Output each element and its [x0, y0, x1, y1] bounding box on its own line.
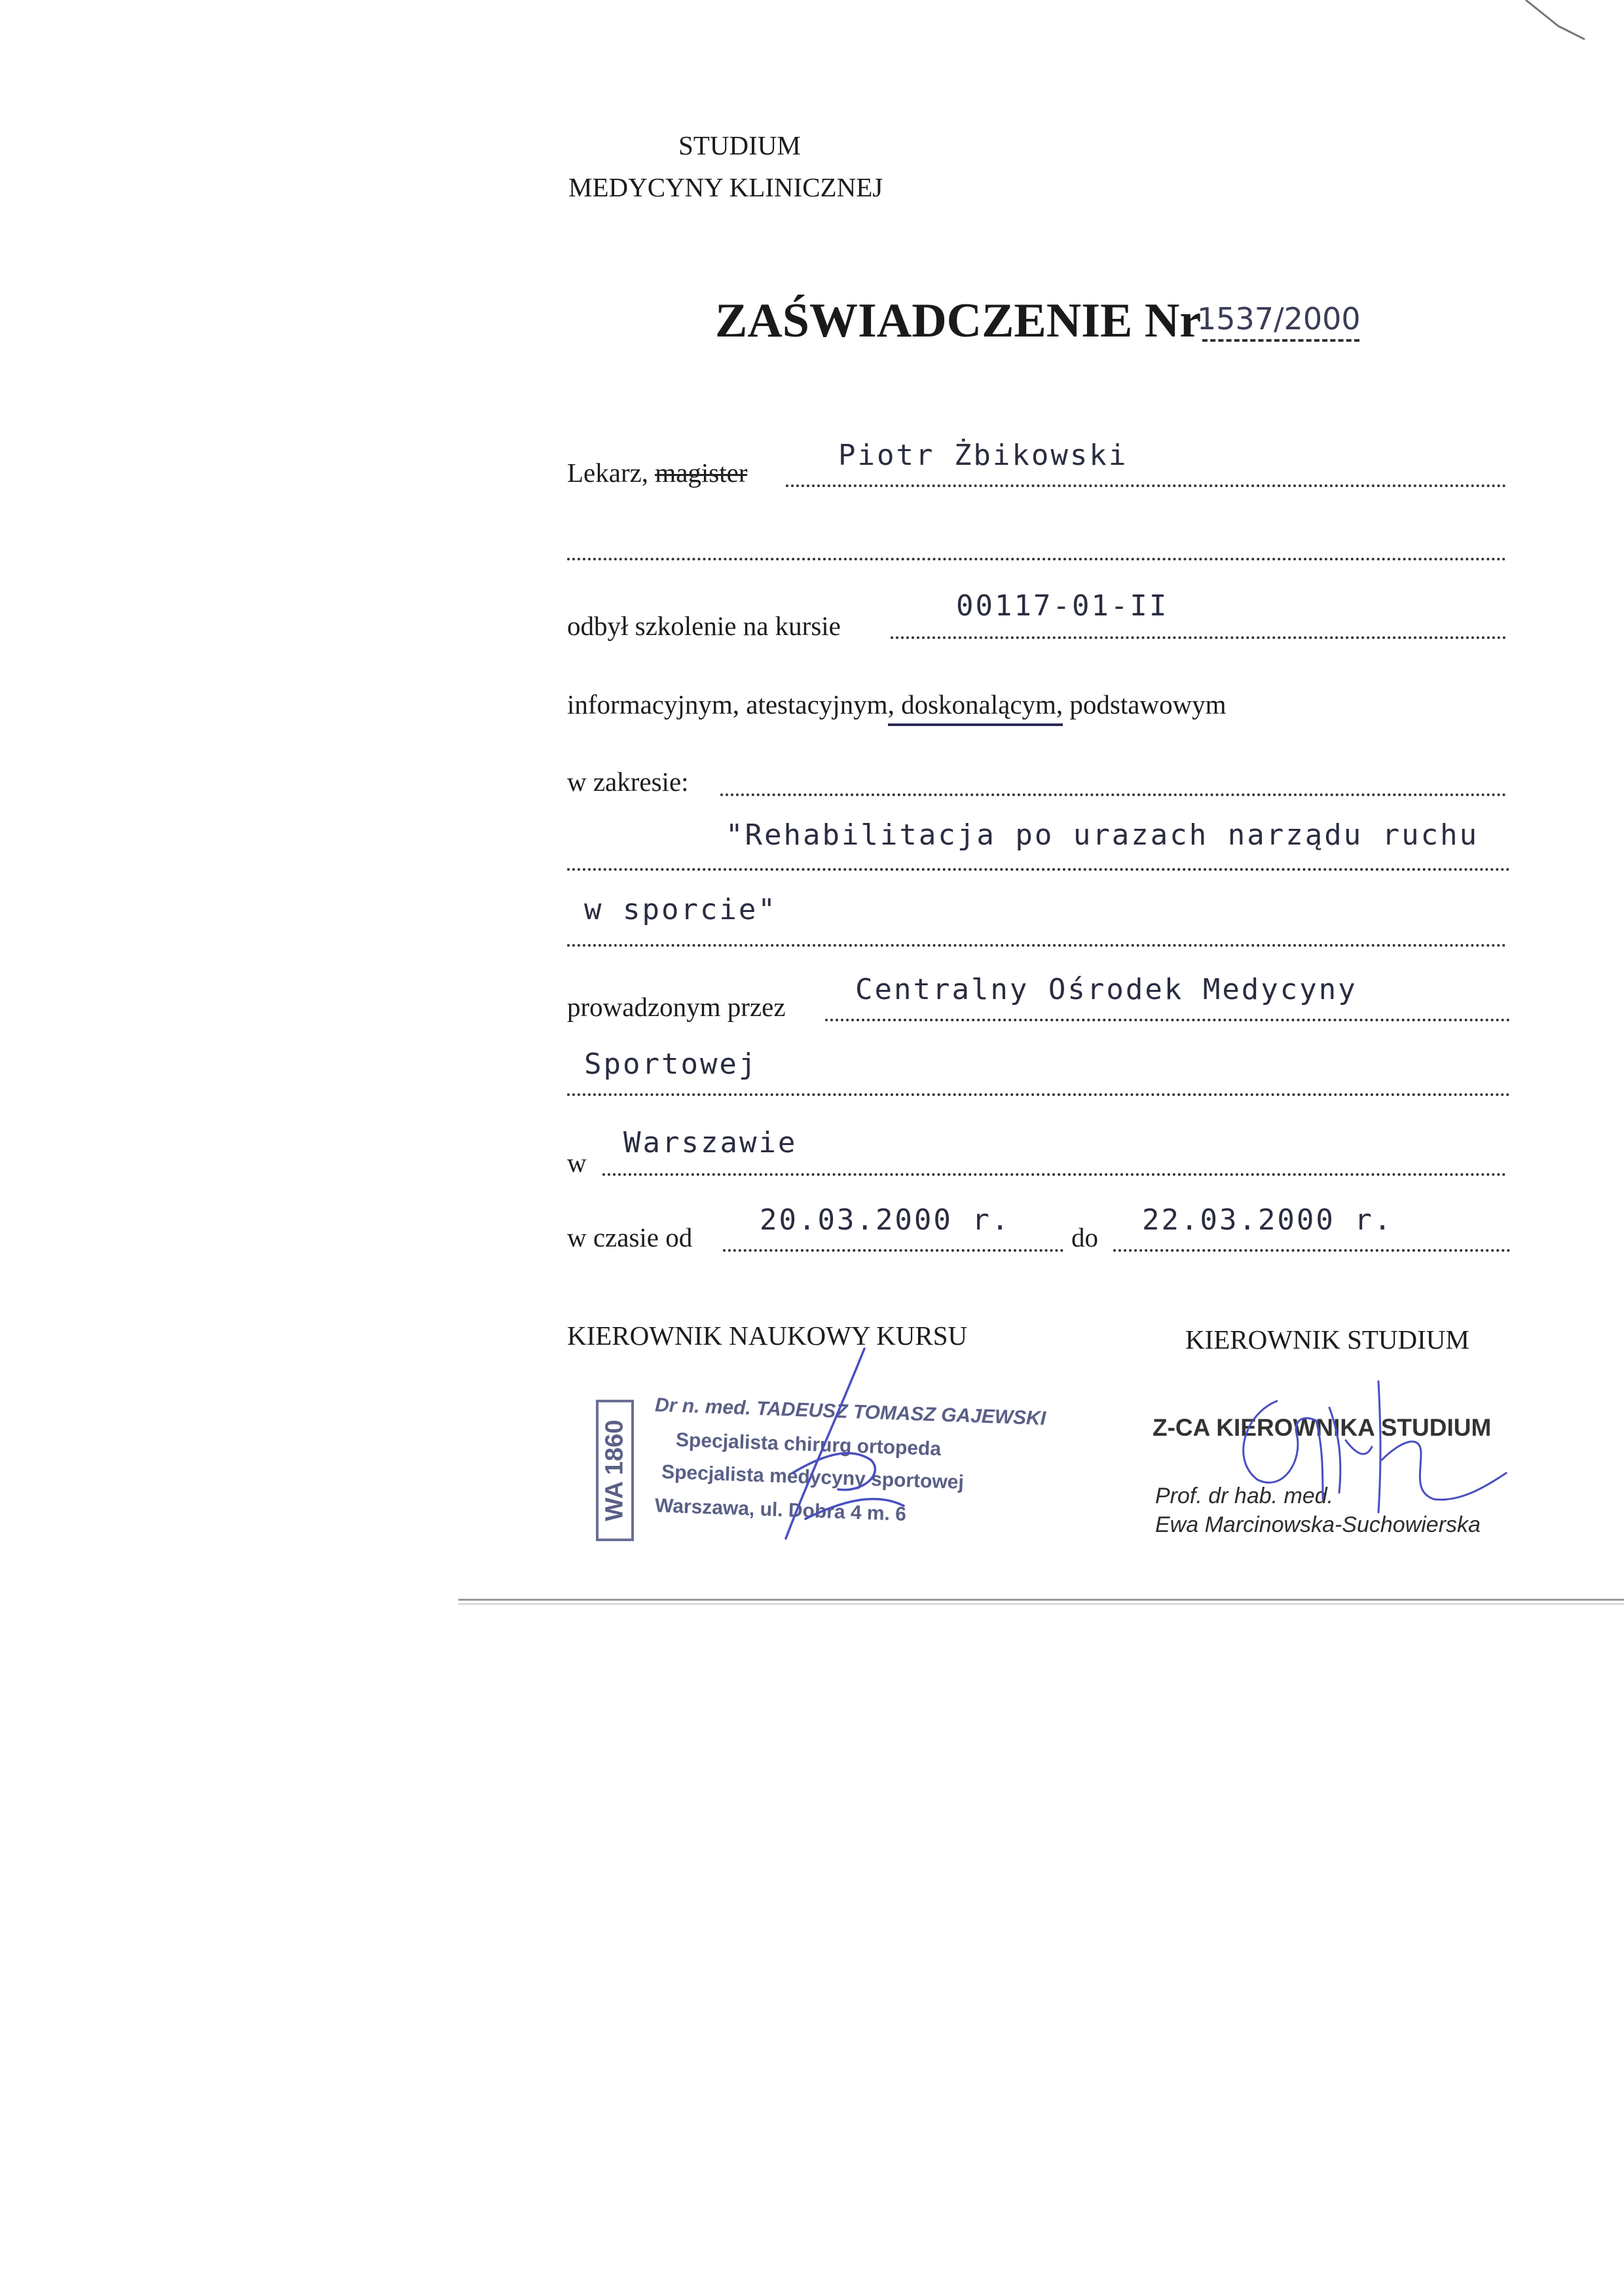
institution-line-1: STUDIUM [678, 130, 801, 160]
scope-label: w zakresie: [567, 767, 689, 797]
location-label: w [567, 1148, 587, 1178]
scope-line-1: "Rehabilitacja po urazach narządu ruchu [726, 818, 1479, 852]
certificate-number-line [1202, 339, 1359, 342]
institution-line-2: MEDYCYNY KLINICZNEJ [568, 172, 883, 202]
period-from-label: w czasie od [567, 1222, 693, 1252]
location-city: Warszawie [623, 1126, 798, 1159]
deputy-degree: Prof. dr hab. med. [1155, 1484, 1334, 1508]
scope-dotted-line [720, 793, 1506, 796]
sheet-bottom-shadow [458, 1603, 1624, 1605]
stamp-line-1: Dr n. med. TADEUSZ TOMASZ GAJEWSKI [654, 1394, 1046, 1430]
organizer-line-1: Centralny Ośrodek Medycyny [855, 973, 1357, 1006]
stamp-code-box [596, 1400, 634, 1541]
struck-word: magister [655, 458, 748, 488]
course-code: 00117-01-II [956, 589, 1169, 623]
corner-fold-mark [1506, 0, 1624, 52]
empty-dotted-line [567, 558, 1506, 560]
organizer-line-2: Sportowej [584, 1048, 758, 1081]
location-dotted-line [602, 1173, 1506, 1176]
deputy-role: Z-CA KIEROWNIKA STUDIUM [1153, 1414, 1492, 1441]
left-signature-title: KIEROWNIK NAUKOWY KURSU [567, 1321, 968, 1351]
organizer-label: prowadzonym przez [567, 992, 786, 1022]
scope-line-2-dots [567, 944, 1506, 947]
organizer-dotted-line [825, 1019, 1510, 1021]
person-name: Piotr Żbikowski [838, 439, 1128, 472]
period-from-dots [723, 1249, 1063, 1252]
scope-line-2: w sporcie" [584, 893, 777, 926]
course-types: informacyjnym, atestacyjnym, doskonalącym, podstawowym [567, 689, 1227, 720]
person-prefix: Lekarz, magister [567, 458, 748, 488]
period-from: 20.03.2000 r. [760, 1203, 1011, 1237]
left-signature [707, 1322, 943, 1558]
stamp-line-2: Specjalista chirurg ortopeda [675, 1429, 942, 1461]
course-dotted-line [891, 636, 1506, 639]
period-to: 22.03.2000 r. [1142, 1203, 1393, 1237]
certificate-number: 1537/2000 [1197, 301, 1361, 337]
course-label: odbył szkolenie na kursie [567, 611, 841, 641]
stamp-line-3: Specjalista medycyny sportowej [661, 1461, 965, 1494]
person-dotted-line [786, 484, 1506, 487]
period-to-label: do [1071, 1222, 1098, 1252]
right-signature [1225, 1362, 1513, 1525]
certificate-title: ZAŚWIADCZENIE Nr [715, 294, 1202, 348]
period-to-dots [1113, 1249, 1510, 1252]
scope-line-1-dots [567, 868, 1510, 871]
sheet-bottom-edge [458, 1599, 1624, 1601]
organizer-line-2-dots [567, 1093, 1510, 1096]
deputy-name: Ewa Marcinowska-Suchowierska [1155, 1512, 1481, 1537]
stamp-line-4: Warszawa, ul. Dobra 4 m. 6 [654, 1495, 907, 1525]
stamp-code: WA 1860 [600, 1419, 629, 1522]
right-signature-title: KIEROWNIK STUDIUM [1185, 1324, 1469, 1355]
selected-course-type: , doskonalącym, [888, 689, 1063, 726]
